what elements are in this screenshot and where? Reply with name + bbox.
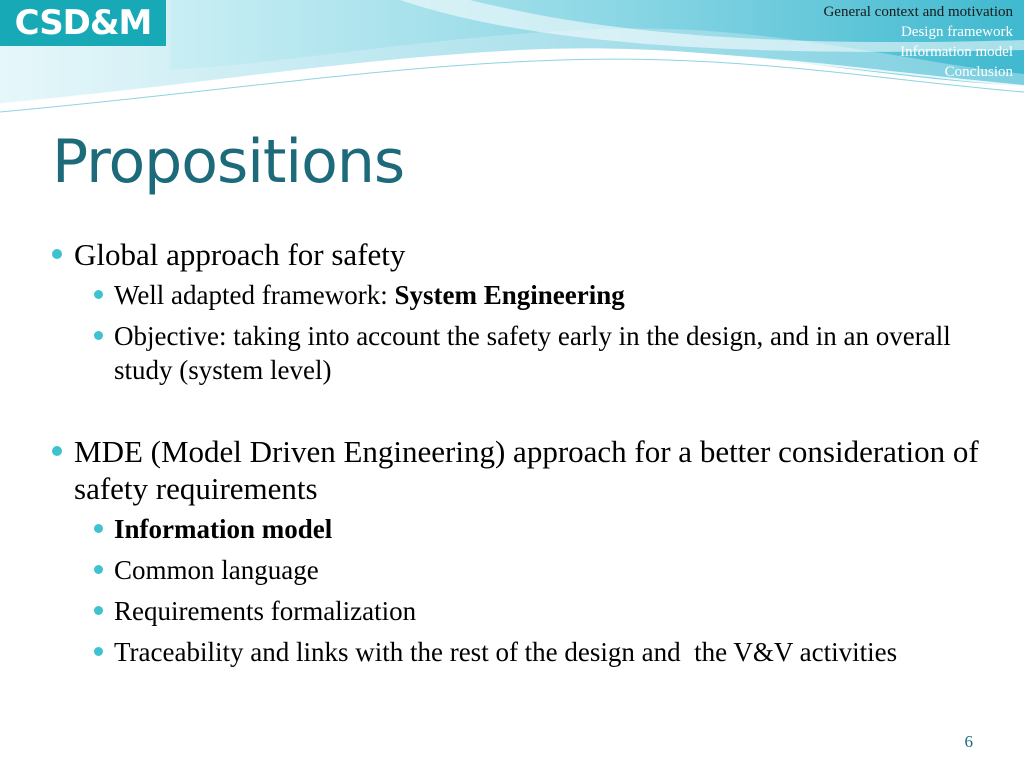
spacer [50,394,1000,433]
sub-bullet-text: Objective: taking into account the safety early in the design, and in an overall study (system level) [114,321,951,385]
sub-bullet-information-model [50,512,1000,546]
nav-item-information-model[interactable]: Information model [900,44,1013,60]
sub-bullet-traceability [50,635,1000,669]
bullet-dot-icon [94,331,103,340]
csdm-logo: CSD&M [0,0,166,46]
bullet-text: Global approach for safety [74,237,406,272]
sub-bullet-requirements-formalization [50,594,1000,628]
page-number: 6 [964,732,973,751]
bullet-dot-icon [94,290,103,299]
bullet-dot-icon [94,647,103,656]
sub-bullet-text: Common language [114,555,319,585]
sub-bullet-common-language [50,553,1000,587]
slide-title: Propositions [52,127,405,197]
bullet-text: MDE (Model Driven Engineering) approach for a better consideration of safety requirements [74,434,979,506]
sub-bullet-text: Requirements formalization [114,596,417,626]
sub-bullet-text: Well adapted framework: [114,280,395,310]
section-navigation [823,2,1013,82]
sub-bullet-text: Traceability and links with the rest of the design and the V&V activities [114,637,898,667]
sub-bullet-bold-text: System Engineering [394,280,625,310]
sub-bullet-framework [50,278,1000,312]
bullet-dot-icon [94,606,103,615]
bullet-global-approach [50,236,1000,273]
bullet-dot-icon [94,524,103,533]
sub-bullet-objective [50,319,1000,387]
bullet-dot-icon [52,446,62,456]
bullet-dot-icon [52,249,62,259]
nav-item-design-framework[interactable]: Design framework [900,24,1013,40]
sub-bullet-bold-text: Information model [114,514,333,544]
bullet-mde-approach [50,433,1000,507]
bullet-dot-icon [94,565,103,574]
nav-item-conclusion[interactable]: Conclusion [944,64,1013,80]
nav-item-general-context[interactable]: General context and motivation [823,4,1013,20]
bullet-list [50,236,1000,676]
